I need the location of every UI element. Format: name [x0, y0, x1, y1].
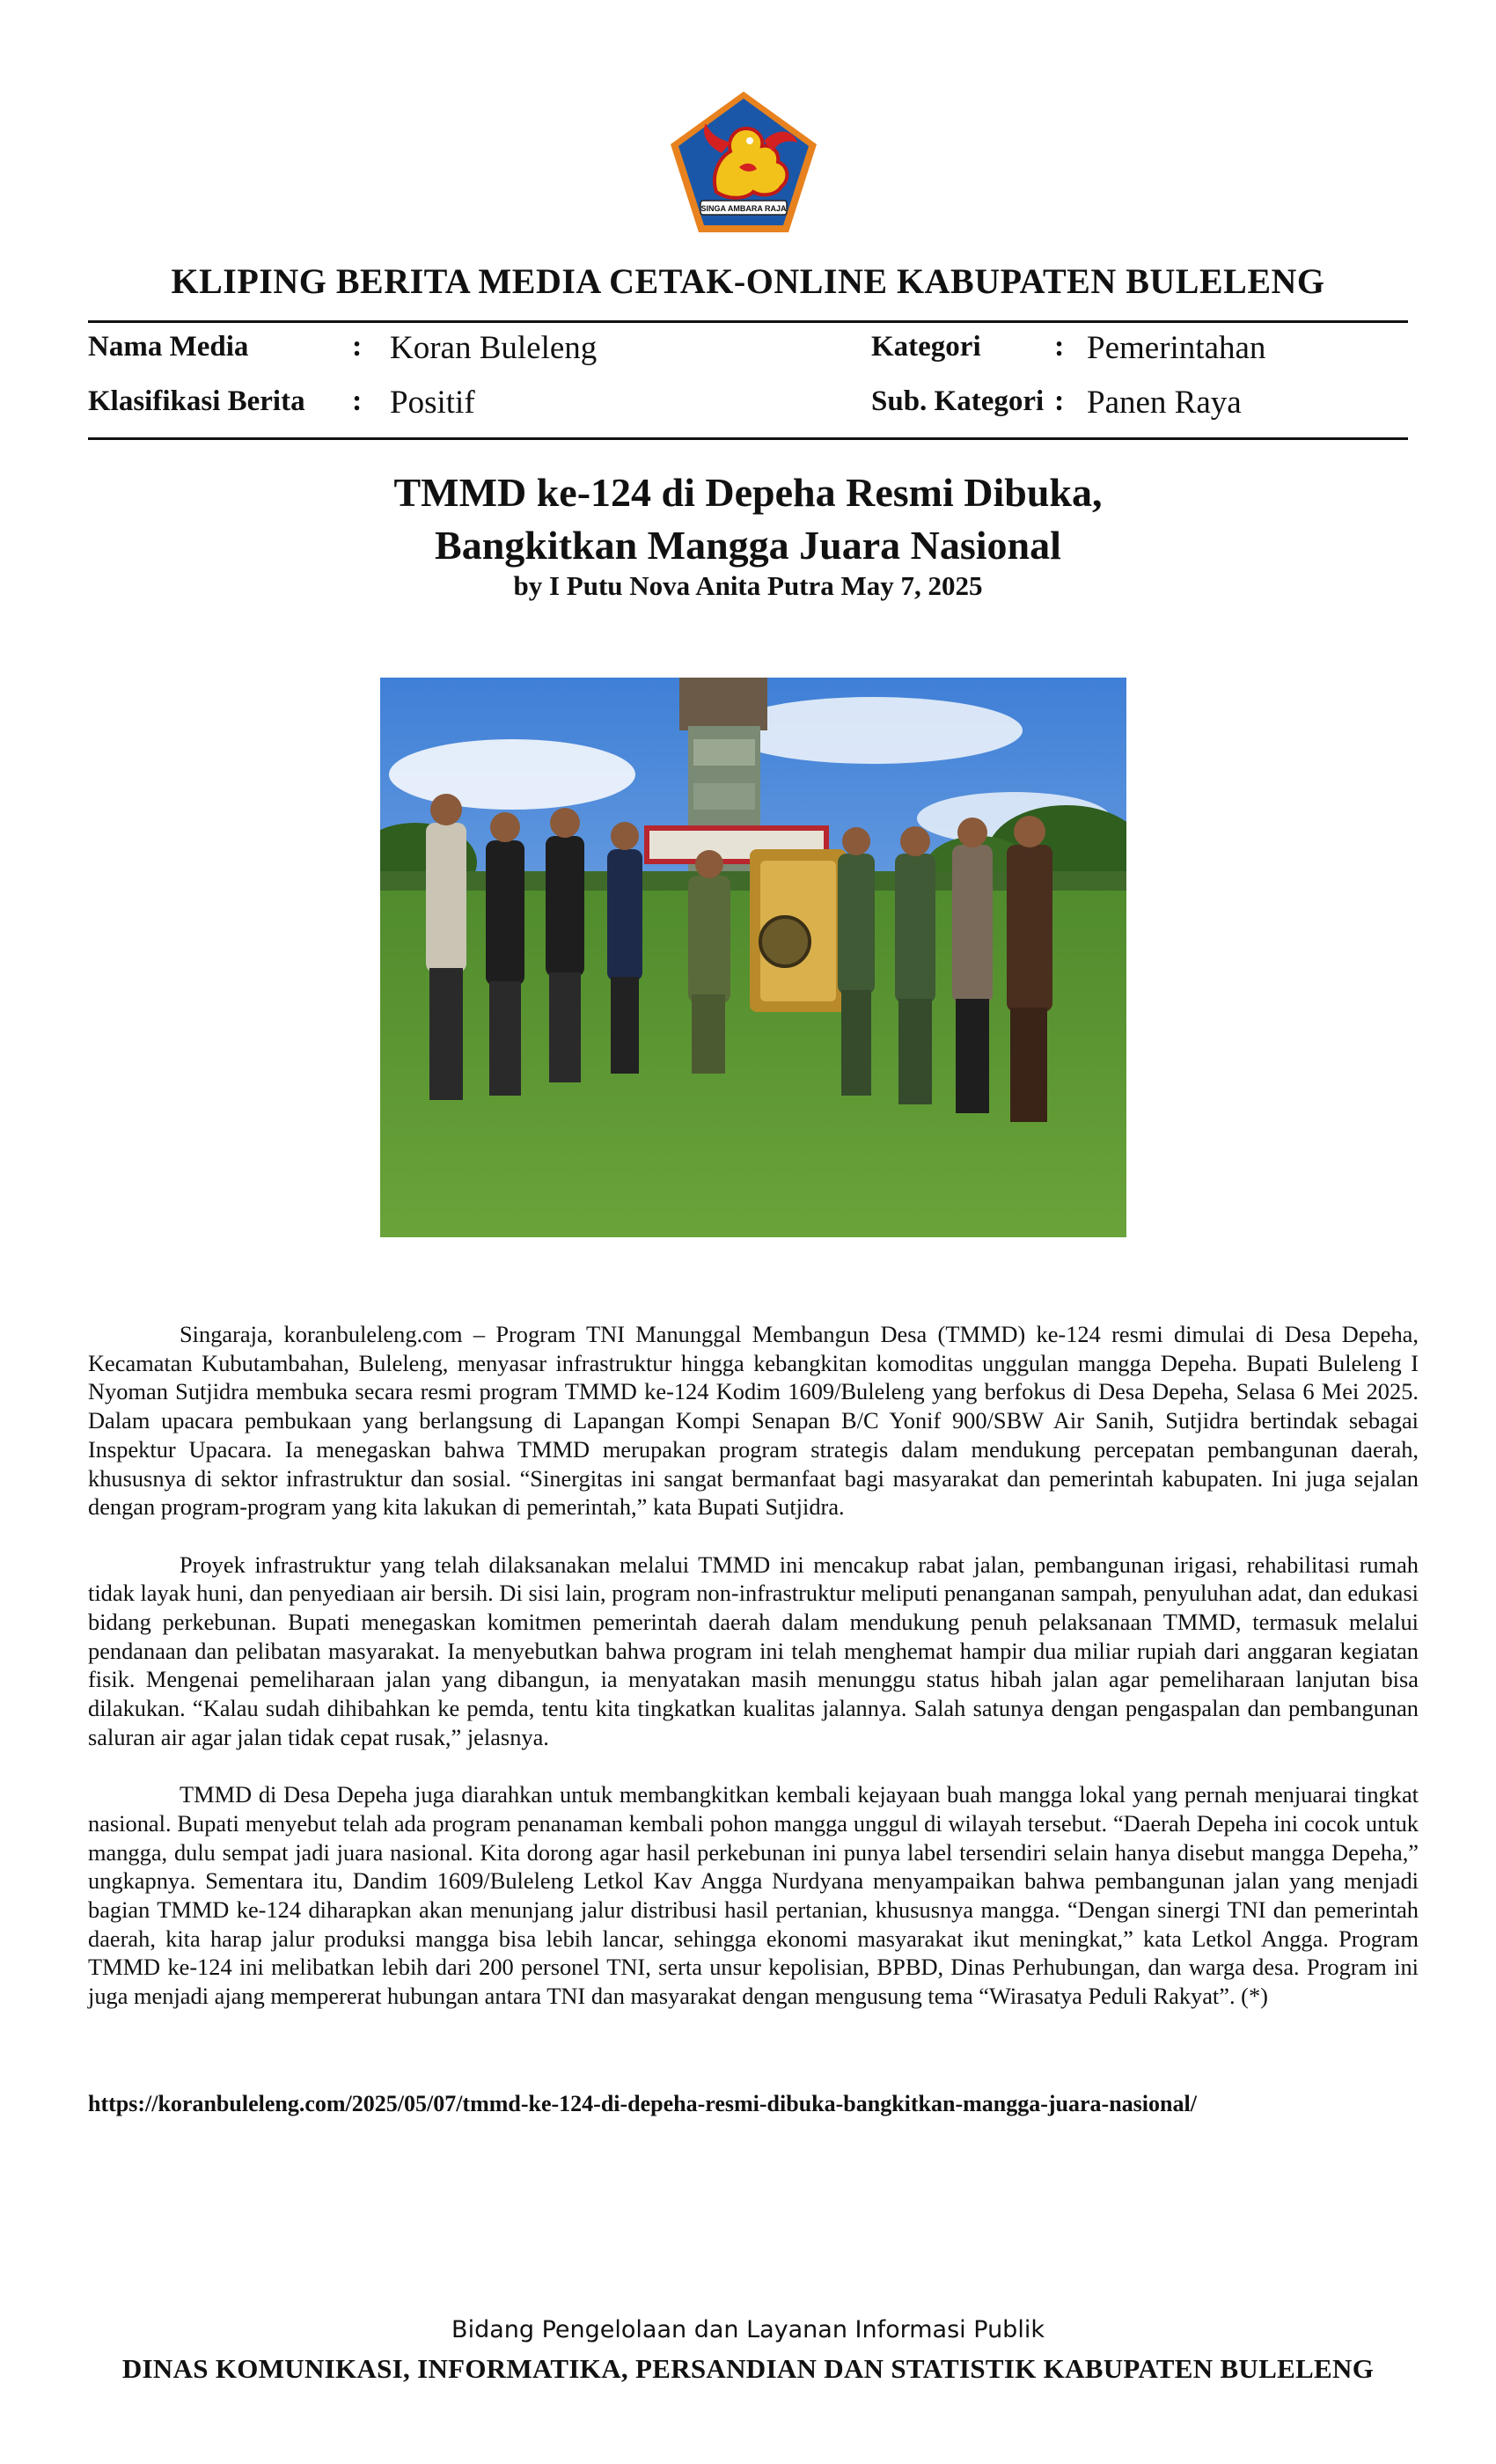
article-byline: by I Putu Nova Anita Putra May 7, 2025 [513, 570, 983, 601]
article-title-line-1: TMMD ke-124 di Depeha Resmi Dibuka, [393, 470, 1103, 515]
subcategory-label-cell [871, 382, 1044, 421]
media-value: Koran Buleleng [390, 330, 598, 366]
subcategory-colon-cell [1054, 382, 1064, 421]
media-label-cell [88, 327, 248, 366]
article-photo [380, 678, 1126, 1237]
category-value-cell [1087, 329, 1265, 369]
media-colon-cell [352, 327, 362, 366]
category-value: Pemerintahan [1087, 330, 1266, 366]
media-colon: : [352, 330, 363, 363]
logo-text: SINGA AMBARA RAJA [700, 204, 787, 213]
article-title-line-2: Bangkitkan Mangga Juara Nasional [435, 523, 1061, 568]
classification-colon-cell [352, 382, 362, 421]
article-title [0, 466, 1496, 572]
classification-label: Klasifikasi Berita [88, 385, 305, 417]
classification-label-cell [88, 382, 305, 421]
footer-agency: DINAS KOMUNIKASI, INFORMATIKA, PERSANDIAN DAN STATISTIK KABUPATEN BULELENG [121, 2353, 1375, 2384]
subcategory-value-cell [1087, 384, 1242, 423]
article-body [88, 1320, 1419, 2040]
category-colon-cell [1054, 327, 1064, 366]
article-paragraph-1: Singaraja, koranbuleleng.com – Program TNI Manunggal Membangun Desa (TMMD) ke-124 resmi dimulai di Desa Depeha, Kecamatan Kubutambahan, Buleleng, menyasar infrastruktur hingga kebangkitan komoditas unggulan mangga Depeha. Bupati Buleleng I Nyoman Sutjidra membuka secara resmi program TMMD ke-124 Kodim 1609/Buleleng yang berfokus di Desa Depeha, Selasa 6 Mei 2025. Dalam upacara pembukaan yang berlangsung di Lapangan Kompi Senapan B/C Yonif 900/SBW Air Sanih, Sutjidra bertindak sebagai Inspektur Upacara. Ia menegaskan bahwa TMMD merupakan program strategis dalam mendukung percepatan pembangunan daerah, khususnya di sektor infrastruktur dan sosial. “Sinergitas ini sangat bermanfaat bagi masyarakat dan pemerintah kabupaten. Ini juga sejalan dengan program-program yang kita lakukan di pemerintah,” kata Bupati Sutjidra. [88, 1321, 1419, 1521]
classification-colon: : [352, 385, 363, 417]
category-label-cell [871, 327, 981, 366]
classification-value: Positif [390, 385, 475, 421]
article-paragraph-2: Proyek infrastruktur yang telah dilaksanakan melalui TMMD ini mencakup rabat jalan, pembangunan irigasi, rehabilitasi rumah tidak layak huni, dan penyediaan air bersih. Di sisi lain, program non-infrastruktur meliputi penanganan sampah, penyuluhan adat, dan edukasi bidang perkebunan. Bupati menegaskan komitmen pemerintah daerah dalam mendukung penuh pelaksanaan TMMD, termasuk melalui pendanaan dan pelibatan masyarakat. Ia menyebutkan bahwa program ini telah menghemat hampir dua miliar rupiah dari anggaran kegiatan fisik. Mengenai pemeliharaan jalan yang dibangun, ia menyatakan masih menunggu status hibah jalan agar pemeliharaan lanjutan bisa dilakukan. “Kalau sudah dihibahkan ke pemda, tentu kita tingkatkan kualitas jalannya. Salah satunya dengan pengaspalan dan pembangunan saluran air agar jalan tidak cepat rusak,” jelasnya. [88, 1551, 1419, 1750]
category-colon: : [1054, 330, 1065, 363]
singa-ambara-raja-crest-icon [665, 88, 822, 238]
classification-value-cell [390, 384, 475, 423]
category-label: Kategori [871, 331, 981, 363]
document-title: KLIPING BERITA MEDIA CETAK-ONLINE KABUPATEN BULELENG [171, 261, 1325, 301]
header-divider-top [88, 320, 1408, 323]
header-divider-bottom [88, 437, 1408, 440]
regency-logo [665, 88, 822, 238]
media-label: Nama Media [88, 331, 249, 363]
source-url-link[interactable]: https://koranbuleleng.com/2025/05/07/tmmd-ke-124-di-depeha-resmi-dibuka-bangkitkan-mangga-juara-nasional/ [88, 2091, 1197, 2116]
footer-subtitle: Bidang Pengelolaan dan Layanan Informasi Publik [451, 2316, 1045, 2343]
media-value-cell [390, 329, 597, 369]
article-paragraph-3: TMMD di Desa Depeha juga diarahkan untuk membangkitkan kembali kejayaan buah mangga lokal yang pernah menjuarai tingkat nasional. Bupati menyebut telah ada program penanaman kembali pohon mangga unggul di wilayah tersebut. “Daerah Depeha ini cocok untuk mangga, dulu sempat jadi juara nasional. Kita dorong agar hasil perkebunan ini punya label tersendiri selain hanya disebut mangga Depeha,” ungkapnya. Sementara itu, Dandim 1609/Buleleng Letkol Kav Angga Nurdyana menyampaikan bahwa pembangunan jalan yang menjadi bagian TMMD ke-124 diharapkan akan menunjang jalur distribusi hasil pertanian, khususnya mangga. “Dengan sinergi TNI dan pemerintah daerah, kita harap jalur produksi mangga bisa lebih lancar, sehingga ekonomi masyarakat ikut meningkat,” kata Letkol Angga. Program TMMD ke-124 ini melibatkan lebih dari 200 personel TNI, serta unsur kepolisian, BPBD, Dinas Perhubungan, dan warga desa. Program ini juga menjadi ajang mempererat hubungan antara TNI dan masyarakat dengan mengusung tema “Wirasatya Peduli Rakyat”. (*) [88, 1781, 1419, 2010]
subcategory-value: Panen Raya [1087, 385, 1242, 421]
subcategory-label: Sub. Kategori [871, 385, 1045, 417]
subcategory-colon: : [1054, 385, 1065, 417]
